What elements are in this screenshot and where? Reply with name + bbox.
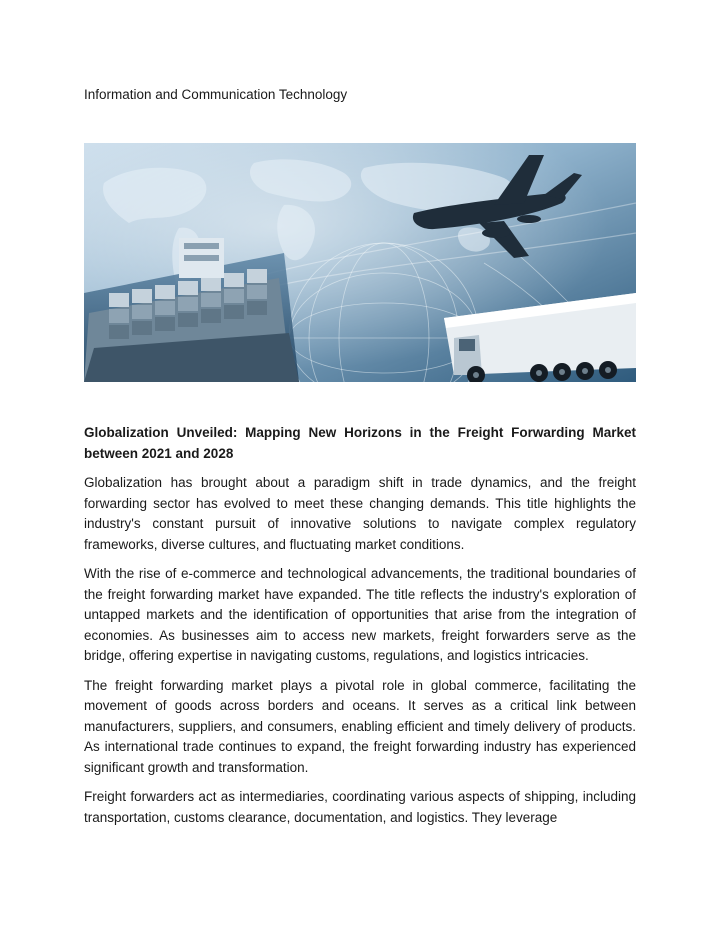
article-paragraph: Globalization has brought about a paradigm shift in trade dynamics, and the freight forwarding sector has evolved to meet these changing demands. This title highlights the industry's constant pursuit of innovative solutions to navigate complex regulatory frameworks, diverse cultures, and fluctuating market conditions. bbox=[84, 475, 636, 552]
article-heading: Globalization Unveiled: Mapping New Horizons in the Freight Forwarding Market between 2021 and 2028 bbox=[84, 425, 636, 461]
document-category: Information and Communication Technology bbox=[84, 87, 348, 102]
article-body bbox=[84, 422, 636, 837]
article-paragraph: The freight forwarding market plays a pivotal role in global commerce, facilitating the movement of goods across borders and oceans. It serves as a critical link between manufacturers, suppliers, and consumers, enabling efficient and timely delivery of products. As international trade continues to expand, the freight forwarding industry has experienced significant growth and transformation. bbox=[84, 677, 636, 775]
hero-image bbox=[84, 143, 636, 382]
article-paragraph: With the rise of e-commerce and technological advancements, the traditional boundaries of the freight forwarding market have expanded. The title reflects the industry's exploration of untapped markets and the identification of opportunities that arise from the integration of economies. As businesses aim to access new markets, freight forwarders serve as the bridge, offering expertise in navigating customs, regulations, and logistics intricacies. bbox=[84, 566, 636, 663]
article-paragraph: Freight forwarders act as intermediaries, coordinating various aspects of shipping, including transportation, customs clearance, documentation, and logistics. They leverage bbox=[84, 789, 636, 825]
